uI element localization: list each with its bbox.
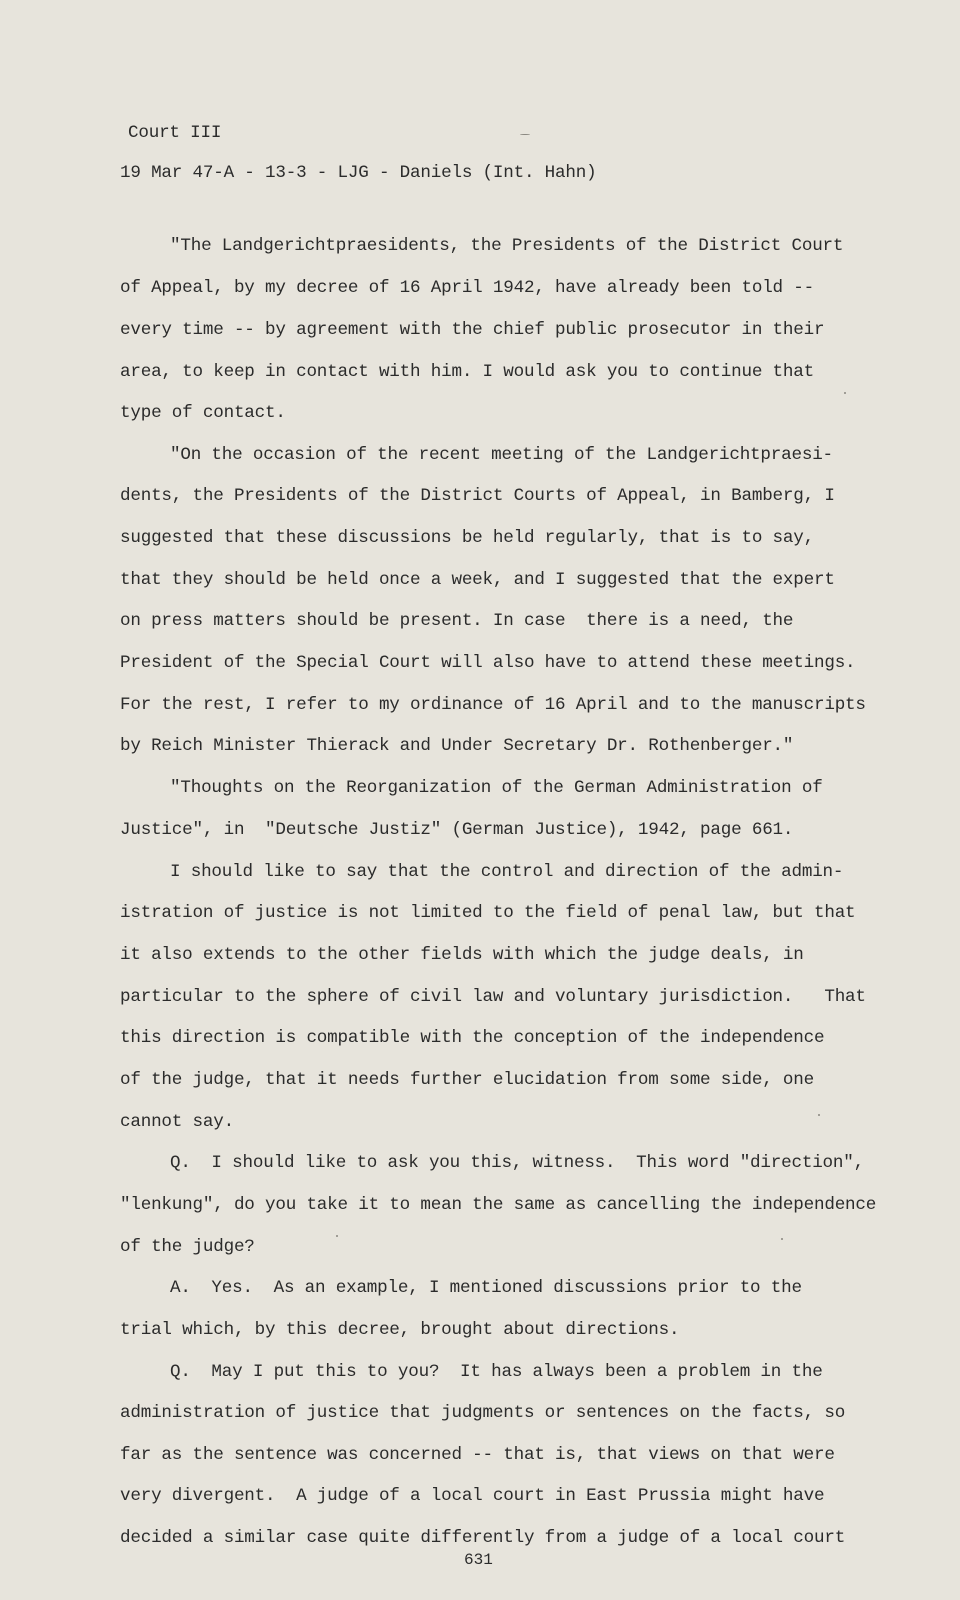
text-line: I should like to say that the control and direction of the admin- — [170, 862, 844, 882]
text-line: that they should be held once a week, and I suggested that the expert — [120, 570, 835, 590]
text-line: "The Landgerichtpraesidents, the Presidents of the District Court — [170, 236, 844, 256]
text-line: of the judge, that it needs further elucidation from some side, one — [120, 1070, 814, 1090]
text-line: this direction is compatible with the conception of the independence — [120, 1028, 825, 1048]
text-line: "lenkung", do you take it to mean the same as cancelling the independence — [120, 1195, 877, 1215]
text-line: suggested that these discussions be held regularly, that is to say, — [120, 528, 814, 548]
text-line: area, to keep in contact with him. I would ask you to continue that — [120, 362, 814, 382]
text-line: far as the sentence was concerned -- that is, that views on that were — [120, 1445, 835, 1465]
text-line: For the rest, I refer to my ordinance of 16 April and to the manuscripts — [120, 695, 866, 715]
text-line: decided a similar case quite differently from a judge of a local court — [120, 1528, 846, 1548]
paper-speck — [844, 392, 846, 394]
text-line: President of the Special Court will also have to attend these meetings. — [120, 653, 856, 673]
text-line: istration of justice is not limited to the field of penal law, but that — [120, 903, 856, 923]
text-line: type of contact. — [120, 403, 286, 423]
text-line: by Reich Minister Thierack and Under Secretary Dr. Rothenberger." — [120, 736, 794, 756]
paper-speck — [336, 1235, 338, 1237]
text-line: administration of justice that judgments or sentences on the facts, so — [120, 1403, 846, 1423]
paper-speck — [818, 1114, 820, 1116]
text-line: on press matters should be present. In case there is a need, the — [120, 611, 794, 631]
text-line: cannot say. — [120, 1112, 234, 1132]
paper-speck — [781, 1238, 783, 1240]
session-reference: 19 Mar 47-A - 13-3 - LJG - Daniels (Int. Hahn) — [120, 163, 597, 183]
text-line: of the judge? — [120, 1237, 255, 1257]
text-line: trial which, by this decree, brought about directions. — [120, 1320, 680, 1340]
text-line: very divergent. A judge of a local court in East Prussia might have — [120, 1486, 825, 1506]
page-number: 631 — [464, 1551, 493, 1569]
text-line: particular to the sphere of civil law and voluntary jurisdiction. That — [120, 987, 866, 1007]
text-line: Q. I should like to ask you this, witness. This word "direction", — [170, 1153, 864, 1173]
text-line: "Thoughts on the Reorganization of the German Administration of — [170, 778, 823, 798]
text-line: of Appeal, by my decree of 16 April 1942, have already been told -- — [120, 278, 814, 298]
text-line: every time -- by agreement with the chief public prosecutor in their — [120, 320, 825, 340]
text-line: Q. May I put this to you? It has always been a problem in the — [170, 1362, 823, 1382]
text-line: "On the occasion of the recent meeting of the Landgerichtpraesi- — [170, 445, 833, 465]
text-line: it also extends to the other fields with which the judge deals, in — [120, 945, 804, 965]
paper-speck — [520, 134, 530, 135]
text-line: dents, the Presidents of the District Courts of Appeal, in Bamberg, I — [120, 486, 835, 506]
text-line: A. Yes. As an example, I mentioned discussions prior to the — [170, 1278, 802, 1298]
text-line: Justice", in "Deutsche Justiz" (German Justice), 1942, page 661. — [120, 820, 794, 840]
court-heading: Court III — [128, 123, 222, 143]
